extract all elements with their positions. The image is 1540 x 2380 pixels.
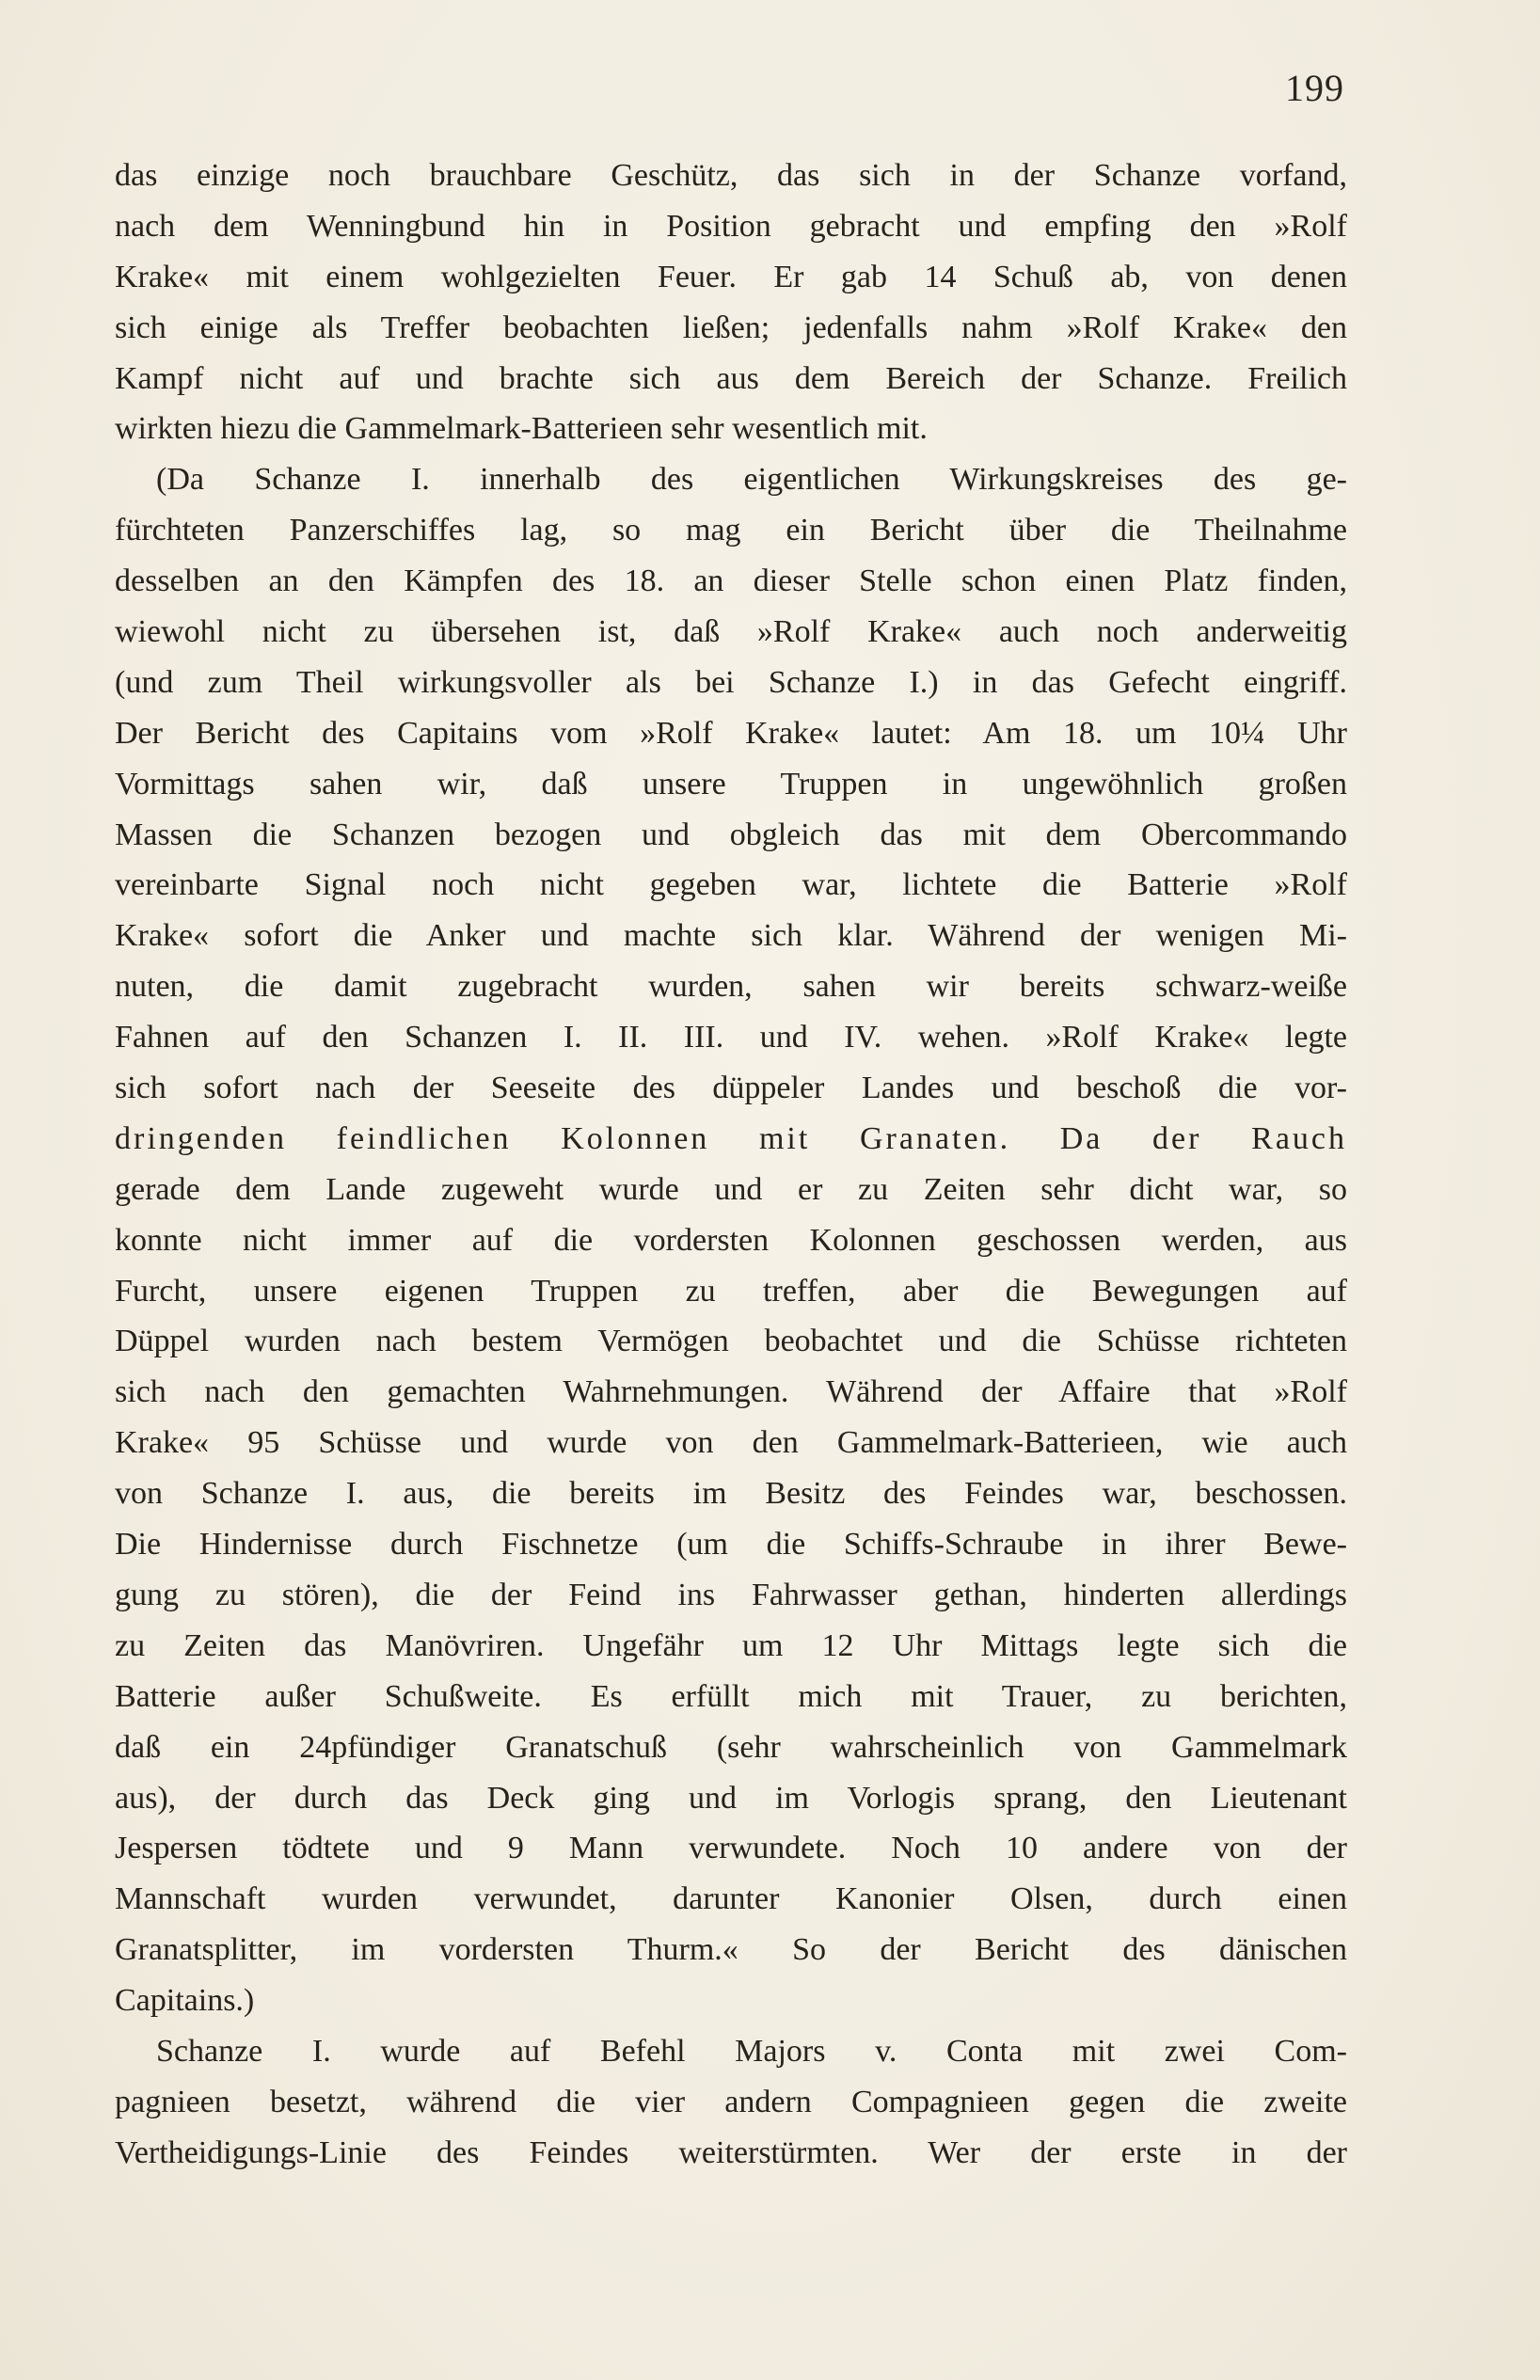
text-line: Die Hindernisse durch Fischnetze (um die Schiffs-Schraube in ihrer Bewe- <box>115 1527 1347 1563</box>
text-line: gerade dem Lande zugeweht wurde und er zu Zeiten sehr dicht war, so <box>115 1171 1347 1207</box>
text-line: Granatsplitter, im vordersten Thurm.« So der Bericht des dänischen <box>115 1932 1347 1968</box>
text-line: gung zu stören), die der Feind ins Fahrwasser gethan, hinderten allerdings <box>115 1577 1347 1612</box>
text-line: Düppel wurden nach bestem Vermögen beobachtet und die Schüsse richteten <box>115 1324 1347 1359</box>
text-line: Kampf nicht auf und brachte sich aus dem Bereich der Schanze. Freilich <box>115 360 1347 396</box>
text-line: (und zum Theil wirkungsvoller als bei Schanze I.) in das Gefecht eingriff. <box>115 664 1347 700</box>
text-line: Krake« sofort die Anker und machte sich klar. Während der wenigen Mi- <box>115 918 1347 954</box>
text-line: fürchteten Panzerschiffes lag, so mag ein Bericht über die Theilnahme <box>115 513 1347 548</box>
text-line: sich nach den gemachten Wahrnehmungen. Während der Affaire that »Rolf <box>115 1374 1347 1410</box>
text-line: vereinbarte Signal noch nicht gegeben war, lichtete die Batterie »Rolf <box>115 867 1347 903</box>
text-line: Batterie außer Schußweite. Es erfüllt mich mit Trauer, zu berichten, <box>115 1678 1347 1714</box>
text-line: wirkten hiezu die Gammelmark-Batterieen sehr wesentlich mit. <box>115 411 928 447</box>
text-line: Vormittags sahen wir, daß unsere Truppen in ungewöhnlich großen <box>115 766 1347 801</box>
text-line: konnte nicht immer auf die vordersten Kolonnen geschossen werden, aus <box>115 1222 1347 1258</box>
text-line: desselben an den Kämpfen des 18. an dieser Stelle schon einen Platz finden, <box>115 563 1347 599</box>
text-line: Schanze I. wurde auf Befehl Majors v. Conta mit zwei Com- <box>156 2033 1347 2069</box>
text-line: Capitains.) <box>115 1983 255 2019</box>
text-line: Vertheidigungs-Linie des Feindes weiterstürmten. Wer der erste in der <box>115 2134 1347 2170</box>
text-line: Massen die Schanzen bezogen und obgleich das mit dem Obercommando <box>115 817 1347 852</box>
text-line: nuten, die damit zugebracht wurden, sahen wir bereits schwarz-weiße <box>115 969 1347 1005</box>
text-line: Jespersen tödtete und 9 Mann verwundete. Noch 10 andere von der <box>115 1831 1347 1866</box>
text-line: Der Bericht des Capitains vom »Rolf Krake« lautet: Am 18. um 10¼ Uhr <box>115 715 1347 751</box>
text-line: Fahnen auf den Schanzen I. II. III. und IV. wehen. »Rolf Krake« legte <box>115 1020 1347 1055</box>
text-line: von Schanze I. aus, die bereits im Besitz des Feindes war, beschossen. <box>115 1476 1347 1512</box>
text-line: sich einige als Treffer beobachten ließen; jedenfalls nahm »Rolf Krake« den <box>115 309 1347 345</box>
text-line: nach dem Wenningbund hin in Position gebracht und empfing den »Rolf <box>115 208 1347 244</box>
page-number: 199 <box>1285 67 1344 109</box>
text-line: zu Zeiten das Manövriren. Ungefähr um 12 Uhr Mittags legte sich die <box>115 1627 1347 1663</box>
text-line: dringenden feindlichen Kolonnen mit Granaten. Da der Rauch <box>115 1120 1347 1156</box>
text-line: Krake« mit einem wohlgezielten Feuer. Er gab 14 Schuß ab, von denen <box>115 259 1347 294</box>
text-line: sich sofort nach der Seeseite des düppeler Landes und beschoß die vor- <box>115 1071 1347 1106</box>
text-line: daß ein 24pfündiger Granatschuß (sehr wahrscheinlich von Gammelmark <box>115 1729 1347 1765</box>
text-line: Furcht, unsere eigenen Truppen zu treffen, aber die Bewegungen auf <box>115 1273 1347 1309</box>
text-line: Mannschaft wurden verwundet, darunter Kanonier Olsen, durch einen <box>115 1881 1347 1917</box>
text-line: aus), der durch das Deck ging und im Vorlogis sprang, den Lieutenant <box>115 1780 1347 1816</box>
text-line: wiewohl nicht zu übersehen ist, daß »Rolf Krake« auch noch anderweitig <box>115 614 1347 650</box>
text-line: das einzige noch brauchbare Geschütz, das sich in der Schanze vorfand, <box>115 158 1347 193</box>
text-line: Krake« 95 Schüsse und wurde von den Gammelmark-Batterieen, wie auch <box>115 1425 1347 1461</box>
text-line: pagnieen besetzt, während die vier andern Compagnieen gegen die zweite <box>115 2084 1347 2119</box>
body-text <box>115 151 1347 2179</box>
text-line: (Da Schanze I. innerhalb des eigentlichen Wirkungskreises des ge- <box>156 462 1347 498</box>
